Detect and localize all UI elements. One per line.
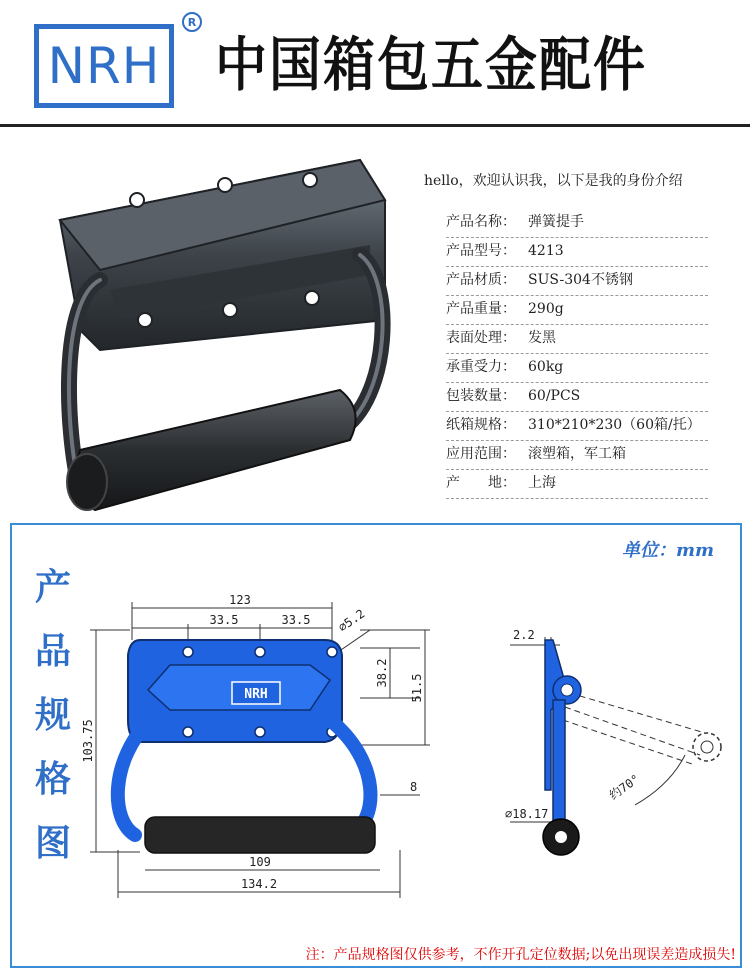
dim-angle: 约70° <box>606 771 643 803</box>
plate-logo-text: NRH <box>244 687 268 702</box>
spec-value: 60/PCS <box>528 388 581 404</box>
page-headline: 中国箱包五金配件 <box>215 32 648 100</box>
spec-row <box>446 295 708 325</box>
section-vertical-label <box>30 562 76 882</box>
section-label-char: 规 <box>34 695 71 736</box>
footer-note: 注：产品规格图仅供参考，不作开孔定位数据;以免出现误差造成损失! <box>305 947 736 963</box>
spec-label: 包装数量： <box>446 388 516 404</box>
spec-label: 应用范围： <box>446 446 516 462</box>
spec-label: 产品材质： <box>446 272 516 288</box>
dim-tube-dia: ⌀18.17 <box>505 807 549 821</box>
dim-grip-length: 109 <box>249 855 271 869</box>
dim-wire-dia: 8 <box>410 780 418 794</box>
spec-value: 310*210*230（60箱/托） <box>528 417 701 433</box>
spec-value: 弹簧提手 <box>528 214 584 230</box>
spec-row <box>446 353 708 383</box>
section-label-char: 产 <box>34 567 71 608</box>
spec-row <box>446 382 708 412</box>
spec-value: 290g <box>528 301 564 317</box>
spec-value: 上海 <box>528 475 556 491</box>
dim-width-overall: 134.2 <box>240 877 278 891</box>
spec-row <box>446 411 708 441</box>
spec-value: 滚塑箱，军工箱 <box>528 446 626 462</box>
side-view-drawing <box>485 615 735 865</box>
spec-label: 表面处理： <box>446 330 516 346</box>
unit-label: 单位：mm <box>622 540 715 561</box>
spec-value: 发黑 <box>528 330 556 346</box>
spec-row <box>446 440 708 470</box>
spec-label: 纸箱规格： <box>446 417 516 433</box>
dim-height-total: 103.75 <box>81 719 95 763</box>
section-label-char: 图 <box>34 823 71 864</box>
greeting-text: hello，欢迎认识我，以下是我的身份介绍 <box>424 173 683 189</box>
spec-label: 产品重量： <box>446 301 516 317</box>
registered-mark-icon: R <box>182 12 202 32</box>
product-photo <box>40 150 410 525</box>
spec-value: SUS-304不锈钢 <box>528 272 633 288</box>
header-divider <box>0 124 750 127</box>
dim-width-total: 123 <box>229 593 251 607</box>
dim-hole-diameter: ⌀5.2 <box>335 606 368 635</box>
spec-value: 60kg <box>528 359 564 375</box>
spec-row <box>446 469 708 499</box>
spec-row <box>446 266 708 296</box>
spec-row <box>446 208 708 238</box>
section-label-char: 品 <box>34 631 71 672</box>
front-view-drawing <box>80 580 450 900</box>
nrh-logo <box>34 24 174 108</box>
dim-thickness: 2.2 <box>513 628 535 642</box>
spec-row <box>446 237 708 267</box>
dim-height-plate: 51.5 <box>410 673 424 703</box>
spec-value: 4213 <box>528 243 564 259</box>
spec-label: 产品型号： <box>446 243 516 259</box>
dim-hole-spacing-left: 33.5 <box>209 613 239 627</box>
section-label-char: 格 <box>34 759 71 800</box>
spec-label: 产 地： <box>446 475 516 491</box>
dim-hole-spacing-right: 33.5 <box>281 613 311 627</box>
dim-height-inner: 38.2 <box>375 658 389 688</box>
spec-label: 产品名称： <box>446 214 516 230</box>
spec-label: 承重受力： <box>446 359 516 375</box>
spec-row <box>446 324 708 354</box>
logo-text: NRH <box>47 37 161 95</box>
